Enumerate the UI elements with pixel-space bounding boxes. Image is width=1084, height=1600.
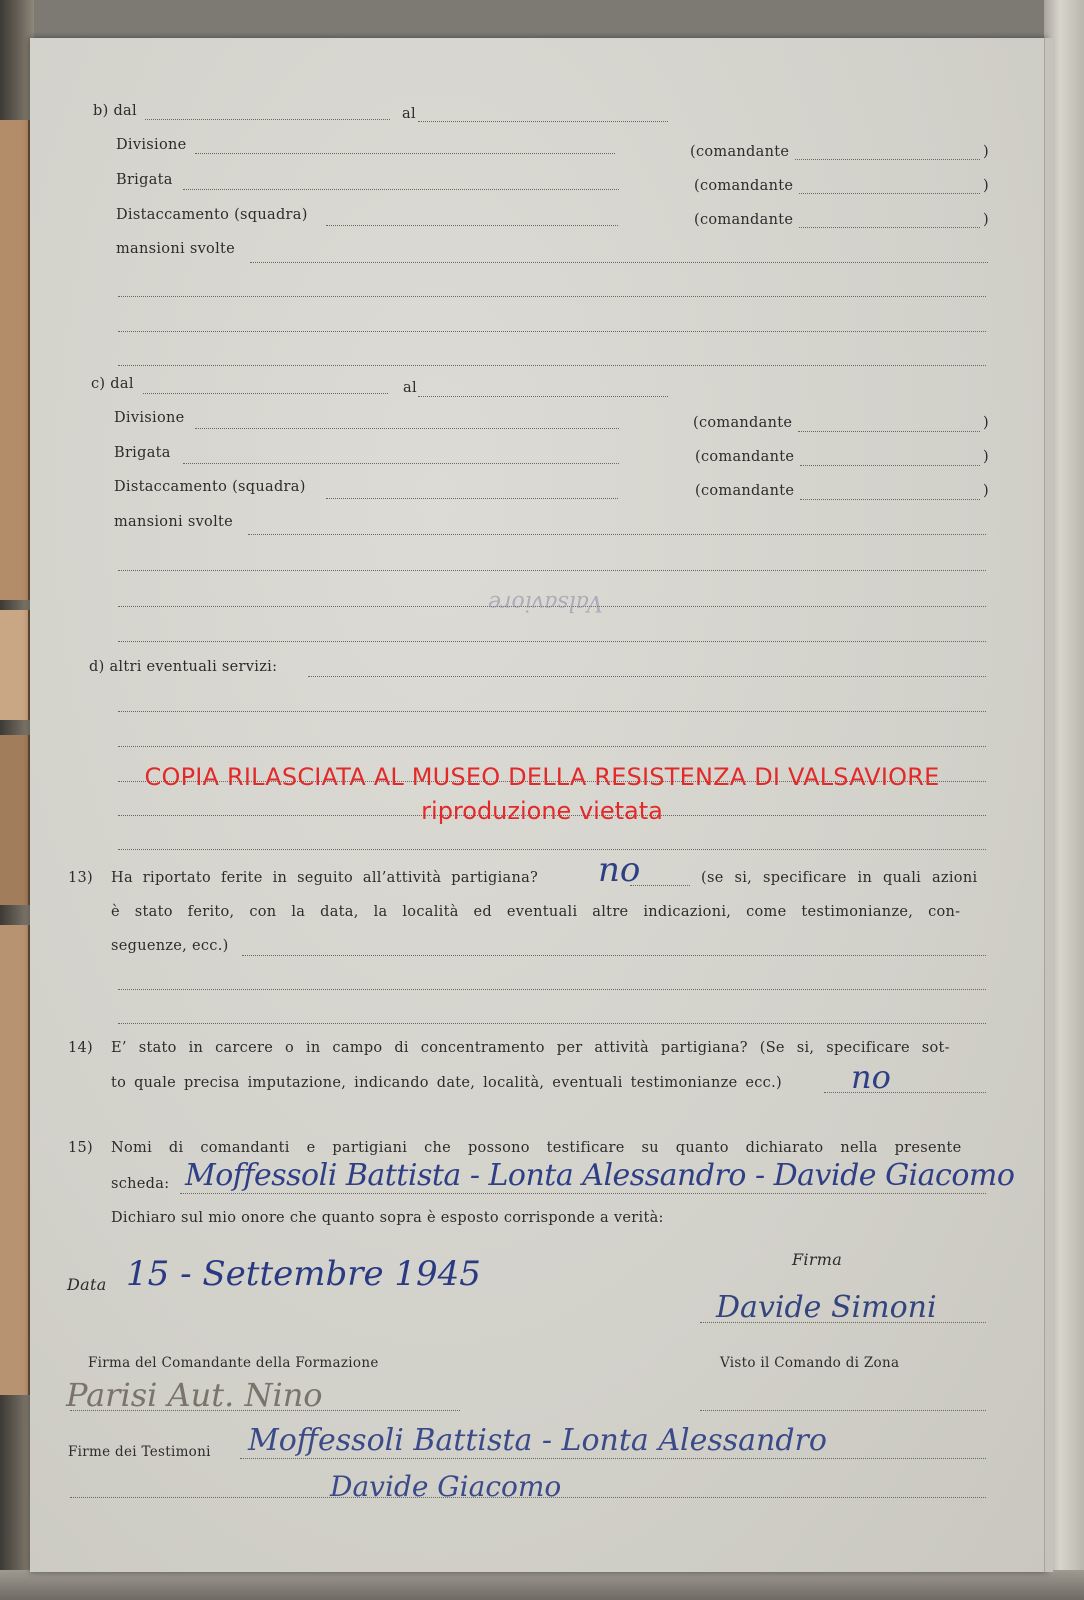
- fill-line: [118, 641, 986, 642]
- q14-number: 14): [68, 1040, 94, 1056]
- fill-line: [250, 262, 988, 263]
- paren: ): [983, 415, 989, 431]
- fill-line: [145, 119, 390, 120]
- section-b-comandante-2: (comandante: [694, 178, 794, 194]
- section-b-comandante-3: (comandante: [694, 212, 794, 228]
- paren: ): [983, 178, 989, 194]
- fill-line: [799, 227, 980, 228]
- binder-tab: [0, 120, 30, 600]
- section-c-comandante-1: (comandante: [693, 415, 793, 431]
- fill-line: [418, 121, 668, 122]
- fill-line: [118, 989, 986, 990]
- section-c-brigata: Brigata: [114, 445, 171, 461]
- section-c-distaccamento: Distaccamento (squadra): [114, 479, 306, 495]
- fill-line: [70, 1410, 460, 1411]
- watermark-line-1: COPIA RILASCIATA AL MUSEO DELLA RESISTENZA DI VALSAVIORE: [144, 763, 940, 791]
- faint-mark: Valsaviore: [488, 590, 603, 615]
- binder-tab: [0, 925, 30, 1395]
- section-c-divisione: Divisione: [114, 410, 185, 426]
- section-c-comandante-2: (comandante: [695, 449, 795, 465]
- fill-line: [240, 1458, 986, 1459]
- fill-line: [118, 711, 986, 712]
- fill-line: [326, 225, 618, 226]
- paren: ): [983, 449, 989, 465]
- fill-line: [118, 570, 986, 571]
- fill-line: [798, 431, 980, 432]
- fill-line: [795, 159, 980, 160]
- fill-line: [118, 365, 986, 366]
- q13-question: Ha riportato ferite in seguito all’attività partigiana?: [111, 870, 539, 886]
- fill-line: [248, 534, 986, 535]
- fill-line: [824, 1092, 986, 1093]
- q15-number: 15): [68, 1140, 94, 1156]
- fill-line: [70, 1497, 986, 1498]
- fill-line: [799, 193, 980, 194]
- fill-line: [195, 428, 619, 429]
- fill-line: [800, 499, 980, 500]
- q13-number: 13): [68, 870, 94, 886]
- q14-answer: no: [851, 1058, 891, 1096]
- fill-line: [630, 885, 690, 886]
- q14-line-1: E’ stato in carcere o in campo di concentramento per attività partigiana? (Se si, specificare sot-: [111, 1040, 950, 1056]
- fill-line: [700, 1322, 986, 1323]
- fill-line: [326, 498, 618, 499]
- visto-label: Visto il Comando di Zona: [720, 1355, 900, 1371]
- fill-line: [195, 153, 615, 154]
- q14-line-2: to quale precisa imputazione, indicando date, località, eventuali testimonianze ecc.): [111, 1075, 782, 1091]
- fill-line: [143, 393, 388, 394]
- fill-line: [418, 396, 668, 397]
- fill-line: [118, 746, 986, 747]
- section-b-distaccamento: Distaccamento (squadra): [116, 207, 308, 223]
- comandante-label: Firma del Comandante della Formazione: [88, 1355, 379, 1371]
- fill-line: [118, 849, 986, 850]
- binder-tab: [0, 610, 30, 720]
- signature: Davide Simoni: [716, 1290, 937, 1325]
- fill-line: [308, 676, 986, 677]
- testimoni-label: Firme dei Testimoni: [68, 1444, 211, 1460]
- section-c-mansioni: mansioni svolte: [114, 514, 234, 530]
- firma-label: Firma: [792, 1250, 843, 1269]
- declaration: Dichiaro sul mio onore che quanto sopra è esposto corrisponde a verità:: [111, 1210, 664, 1226]
- paren: ): [983, 483, 989, 499]
- fill-line: [180, 1193, 986, 1194]
- section-b-dal: b) dal: [93, 103, 137, 119]
- section-b-al: al: [402, 106, 416, 122]
- section-b-divisione: Divisione: [116, 137, 187, 153]
- paren: ): [983, 144, 989, 160]
- fill-line: [118, 296, 986, 297]
- fill-line: [118, 1023, 986, 1024]
- q13-line-3: seguenze, ecc.): [111, 938, 229, 954]
- watermark-line-2: riproduzione vietata: [421, 797, 663, 825]
- testimoni-signature-1: Moffessoli Battista - Lonta Alessandro: [248, 1423, 827, 1458]
- section-c-comandante-3: (comandante: [695, 483, 795, 499]
- data-value: 15 - Settembre 1945: [126, 1254, 481, 1294]
- fill-line: [183, 189, 619, 190]
- testimoni-signature-2: Davide Giacomo: [330, 1470, 562, 1503]
- comandante-signature: Parisi Aut. Nino: [66, 1376, 323, 1414]
- q15-line-1: Nomi di comandanti e partigiani che possono testificare su quanto dichiarato nella presente: [111, 1140, 962, 1156]
- q15-scheda: scheda:: [111, 1176, 170, 1192]
- fill-line: [183, 463, 619, 464]
- section-b-comandante-1: (comandante: [690, 144, 790, 160]
- fill-line: [118, 331, 986, 332]
- fill-line: [800, 465, 980, 466]
- section-b-brigata: Brigata: [116, 172, 173, 188]
- section-c-al: al: [403, 380, 417, 396]
- section-c-dal: c) dal: [91, 376, 134, 392]
- data-label: Data: [67, 1275, 107, 1294]
- q13-line-2: è stato ferito, con la data, la località ed eventuali altre indicazioni, come testimonianze, con-: [111, 904, 961, 920]
- paren: ): [983, 212, 989, 228]
- section-b-mansioni: mansioni svolte: [116, 241, 236, 257]
- fill-line: [700, 1410, 986, 1411]
- q13-instruction: (se si, specificare in quali azioni: [701, 870, 978, 886]
- section-d-label: d) altri eventuali servizi:: [89, 659, 278, 675]
- q13-answer: no: [598, 850, 641, 890]
- desk-background-bottom: [0, 1570, 1084, 1600]
- fill-line: [242, 955, 986, 956]
- q15-answer: Moffessoli Battista - Lonta Alessandro - Davide Giacomo: [185, 1158, 1015, 1193]
